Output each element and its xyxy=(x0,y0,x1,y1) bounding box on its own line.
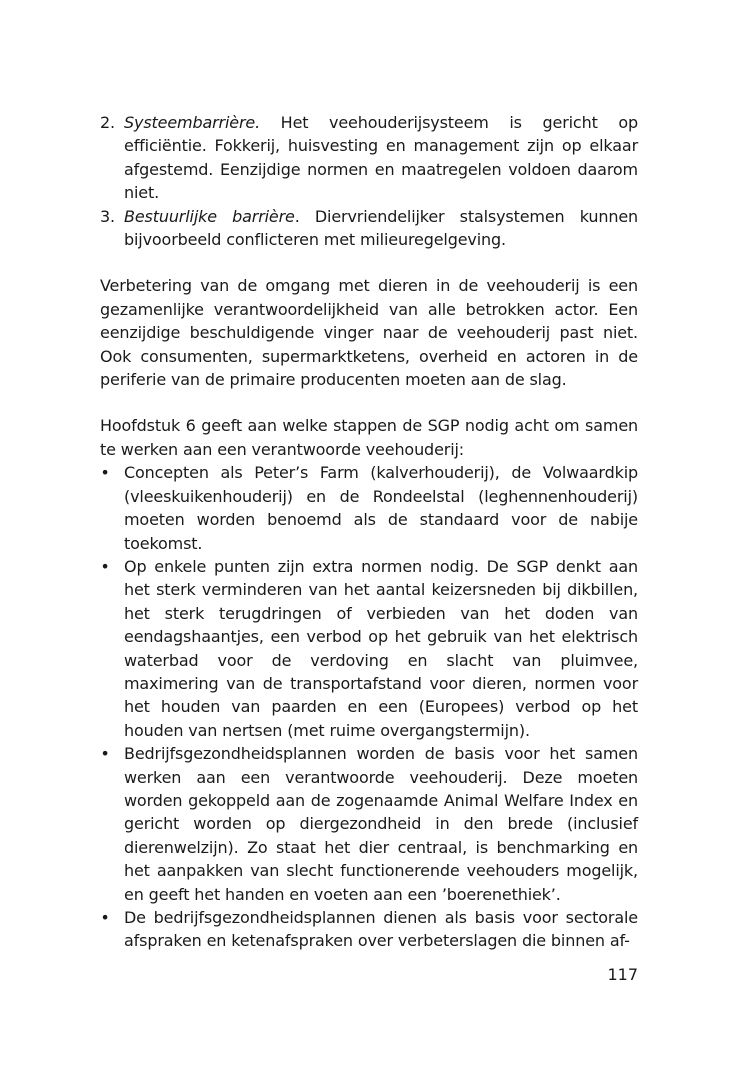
bullet-item xyxy=(100,906,638,953)
bullet-icon: • xyxy=(100,556,110,576)
list-item-text: Het veehouderijsysteem is gericht op efficiëntie. Fokkerij, huisvesting en management zijn op elkaar afgestemd. Eenzijdige normen en maatregelen voldoen daarom niet. xyxy=(124,113,638,203)
list-number: 2. xyxy=(100,113,115,132)
page-body xyxy=(100,111,638,953)
bullet-icon: • xyxy=(100,744,110,764)
bullet-icon: • xyxy=(100,908,110,927)
bullet-item xyxy=(100,461,638,555)
page-number: 117 xyxy=(607,965,638,984)
bullet-text: De bedrijfsgezondheidsplannen dienen als basis voor sectorale afspraken en ketenafspraken over verbeterslagen die binnen af- xyxy=(124,908,638,951)
list-number: 3. xyxy=(100,206,115,226)
bullet-item xyxy=(100,742,638,906)
list-item-2 xyxy=(100,111,638,205)
list-item-text: . Diervriendelijker stalsystemen kunnen bijvoorbeeld conflicteren met milieuregelgeving. xyxy=(124,206,639,250)
paragraph-responsibility: Verbetering van de omgang met dieren in de veehouderij is een gezamenlijke verantwoordelijkheid van alle betrokken actor. Een eenzijdige beschuldigende vinger naar de veehouderij past niet. Ook consumenten, supermarktketens, overheid en actoren in de periferie van de primaire producenten moeten aan de slag. xyxy=(100,276,638,390)
list-item-heading: Systeembarrière. xyxy=(124,113,261,132)
barrier-list xyxy=(100,111,638,251)
bullet-text: Concepten als Peter’s Farm (kalverhouderij), de Volwaardkip (vleeskuikenhouderij) en de Rondeelstal (leghennenhouderij) moeten worden benoemd als de standaard voor de nabije toekomst. xyxy=(124,463,638,553)
list-item-3 xyxy=(100,205,638,252)
bullet-text: Bedrijfsgezondheidsplannen worden de basis voor het samen werken aan een verantwoorde veehouderij. Deze moeten worden gekoppeld aan de zogenaamde Animal Welfare Index en gericht worden op diergezondheid in den brede (inclusief dierenwelzijn). Zo staat het dier centraal, is benchmarking en het aanpakken van slecht functionerende veehouders mogelijk, en geeft het handen en voeten aan een ’boerenethiek’. xyxy=(124,744,638,904)
bullet-text: Op enkele punten zijn extra normen nodig. De SGP denkt aan het sterk verminderen van het aantal keizersneden bij dikbillen, het sterk terugdringen of verbieden van het doden van eendagshaantjes, een verbod op het gebruik van het elektrisch waterbad voor de verdoving en slacht van pluimvee, maximering van de transportafstand voor dieren, normen voor het houden van paarden en een (Europees) verbod op het houden van nertsen (met ruime overgangstermijn). xyxy=(124,556,638,740)
list-item-heading: Bestuurlijke barrière xyxy=(124,206,295,226)
steps-bullet-list xyxy=(100,461,638,953)
bullet-icon: • xyxy=(100,463,110,483)
paragraph-chapter-intro: Hoofdstuk 6 geeft aan welke stappen de SGP nodig acht om samen te werken aan een verantwoorde veehouderij: xyxy=(100,416,638,459)
bullet-item xyxy=(100,555,638,742)
